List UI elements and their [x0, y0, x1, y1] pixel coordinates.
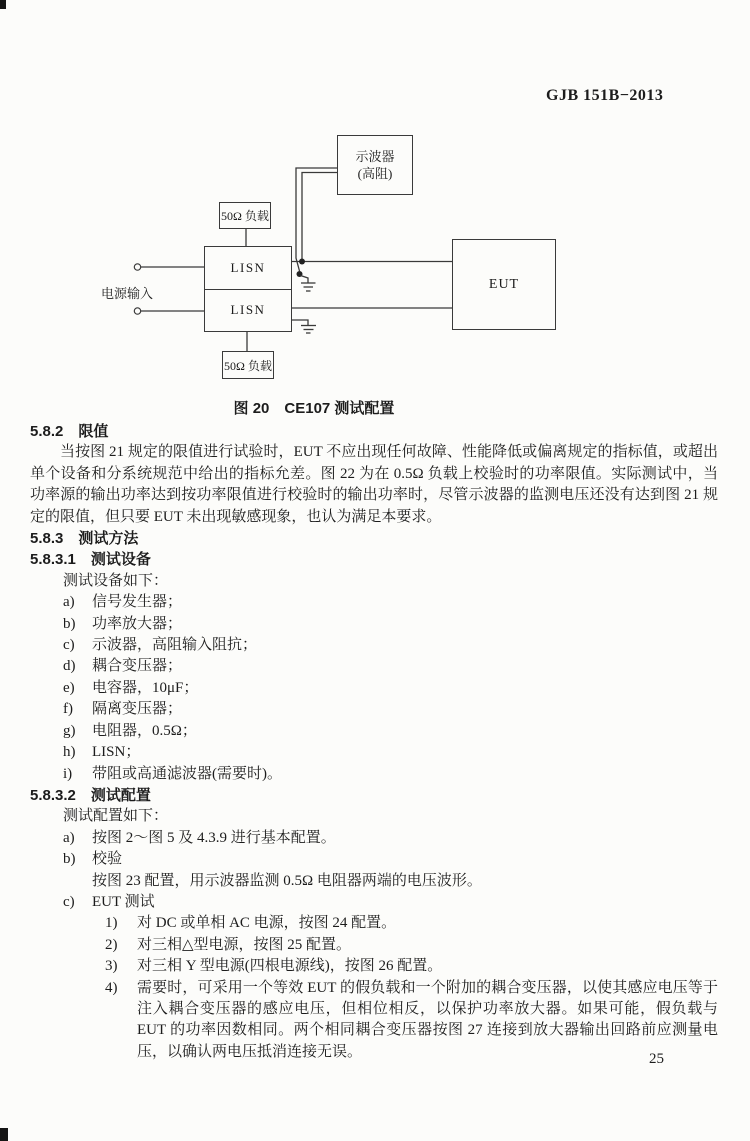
list-text: 需要时，可采用一个等效 EUT 的假负载和一个附加的耦合变压器，以使其感应电压等于注入耦合变压器的感应电压，但相位相反，以保护功率放大器。如果可能，假负载与 EUT 的功率因数相同。两个相同耦合变压器按图 27 连接到放大器输出回路前应测量电压，以确认两电压抵消连接无误。 [137, 979, 718, 1060]
list-text: 功率放大器； [92, 615, 183, 632]
ground-icon [291, 320, 316, 333]
section-heading-5832: 5.8.3.2 测试配置 [30, 786, 151, 804]
list-marker: g) [63, 722, 76, 739]
list-text: 带阻或高通滤波器(需要时)。 [92, 765, 282, 782]
list-text: 按图 2～图 5 及 4.3.9 进行基本配置。 [92, 829, 336, 846]
list-item [30, 764, 718, 785]
list-marker: b) [63, 851, 76, 868]
oscilloscope-sublabel: (高阻) [357, 166, 393, 181]
sub-list-item [30, 978, 718, 1064]
list-marker: d) [63, 658, 76, 675]
section-heading-582: 5.8.2 限值 [30, 423, 109, 440]
list-item [30, 721, 718, 742]
list-marker: 4) [105, 979, 118, 996]
list-marker: h) [63, 744, 76, 761]
list-item [30, 614, 718, 635]
load-bottom-box: 50Ω 负载 [222, 351, 274, 379]
list-marker: c) [63, 893, 75, 910]
lisn-top-cell: LISN [205, 247, 291, 290]
list-item-detail: 按图 23 配置，用示波器监测 0.5Ω 电阻器两端的电压波形。 [92, 872, 482, 889]
list-text: 校验 [92, 851, 123, 868]
list-marker: i) [63, 765, 73, 782]
equipment-intro: 测试设备如下： [63, 572, 169, 589]
circuit-wires [0, 0, 750, 420]
lisn-bottom-cell: LISN [230, 302, 266, 318]
eut-box: EUT [452, 239, 556, 330]
list-marker: e) [63, 679, 75, 696]
power-input-label: 电源输入 [101, 286, 154, 301]
list-item [30, 742, 718, 763]
wires [141, 168, 452, 351]
list-marker: a) [63, 594, 75, 611]
list-text: 对三相 Y 型电源(四根电源线)，按图 26 配置。 [137, 958, 443, 975]
list-marker: 2) [105, 936, 118, 953]
list-text: 示波器，高阻输入阻抗； [92, 637, 258, 654]
sub-list-item [30, 913, 718, 934]
oscilloscope-box [337, 135, 413, 195]
list-marker: a) [63, 829, 75, 846]
doc-number: GJB 151B−2013 [546, 87, 664, 104]
page-number: 25 [649, 1051, 664, 1067]
sub-list-item [30, 956, 718, 977]
list-item [30, 635, 718, 656]
list-marker: 1) [105, 915, 118, 932]
oscilloscope-label: 示波器 [355, 149, 395, 164]
section-paragraph-582: 当按图 21 规定的限值进行试验时，EUT 不应出现任何故障、性能降低或偏离规定的指标值，或超出单个设备和分系统规范中给出的指标允差。图 22 为在 0.5Ω 负载上校验时的功率限值。实际测试中，当功率源的输出功率达到按功率限值进行校验时的输出功率时，尽管示波器的监测电压还没有达到图 21 规定的限值，但只要 EUT 未出现敏感现象，也认为满足本要求。 [30, 444, 718, 525]
lisn-box [204, 246, 292, 332]
list-text: 电阻器，0.5Ω； [92, 722, 197, 739]
list-text: 耦合变压器； [92, 658, 183, 675]
list-text: 对 DC 或单相 AC 电源，按图 24 配置。 [137, 915, 397, 932]
list-item [30, 592, 718, 613]
list-marker: f) [63, 701, 73, 718]
list-text: 对三相△型电源，按图 25 配置。 [137, 936, 352, 953]
config-intro: 测试配置如下： [63, 808, 169, 825]
list-text: LISN； [92, 744, 141, 761]
load-top-box: 50Ω 负载 [219, 202, 271, 229]
list-item [30, 828, 718, 849]
list-text: 电容器，10μF； [92, 679, 199, 696]
list-text: 隔离变压器； [92, 701, 183, 718]
sub-list-item [30, 935, 718, 956]
list-item [30, 678, 718, 699]
list-marker: b) [63, 615, 76, 632]
section-heading-583: 5.8.3 测试方法 [30, 530, 139, 548]
list-marker: c) [63, 637, 75, 654]
figure-caption: 图 20 CE107 测试配置 [233, 400, 395, 417]
scan-artifact-bottom-left [0, 1128, 8, 1141]
list-marker: 3) [105, 958, 118, 975]
ground-icon [301, 276, 316, 292]
section-heading-5831: 5.8.3.1 测试设备 [30, 551, 151, 569]
body-content [30, 421, 718, 1063]
list-text: 信号发生器； [92, 594, 183, 611]
list-text: EUT 测试 [92, 893, 155, 910]
list-item [30, 892, 718, 913]
list-item [30, 656, 718, 677]
list-item [30, 849, 718, 870]
list-item [30, 699, 718, 720]
